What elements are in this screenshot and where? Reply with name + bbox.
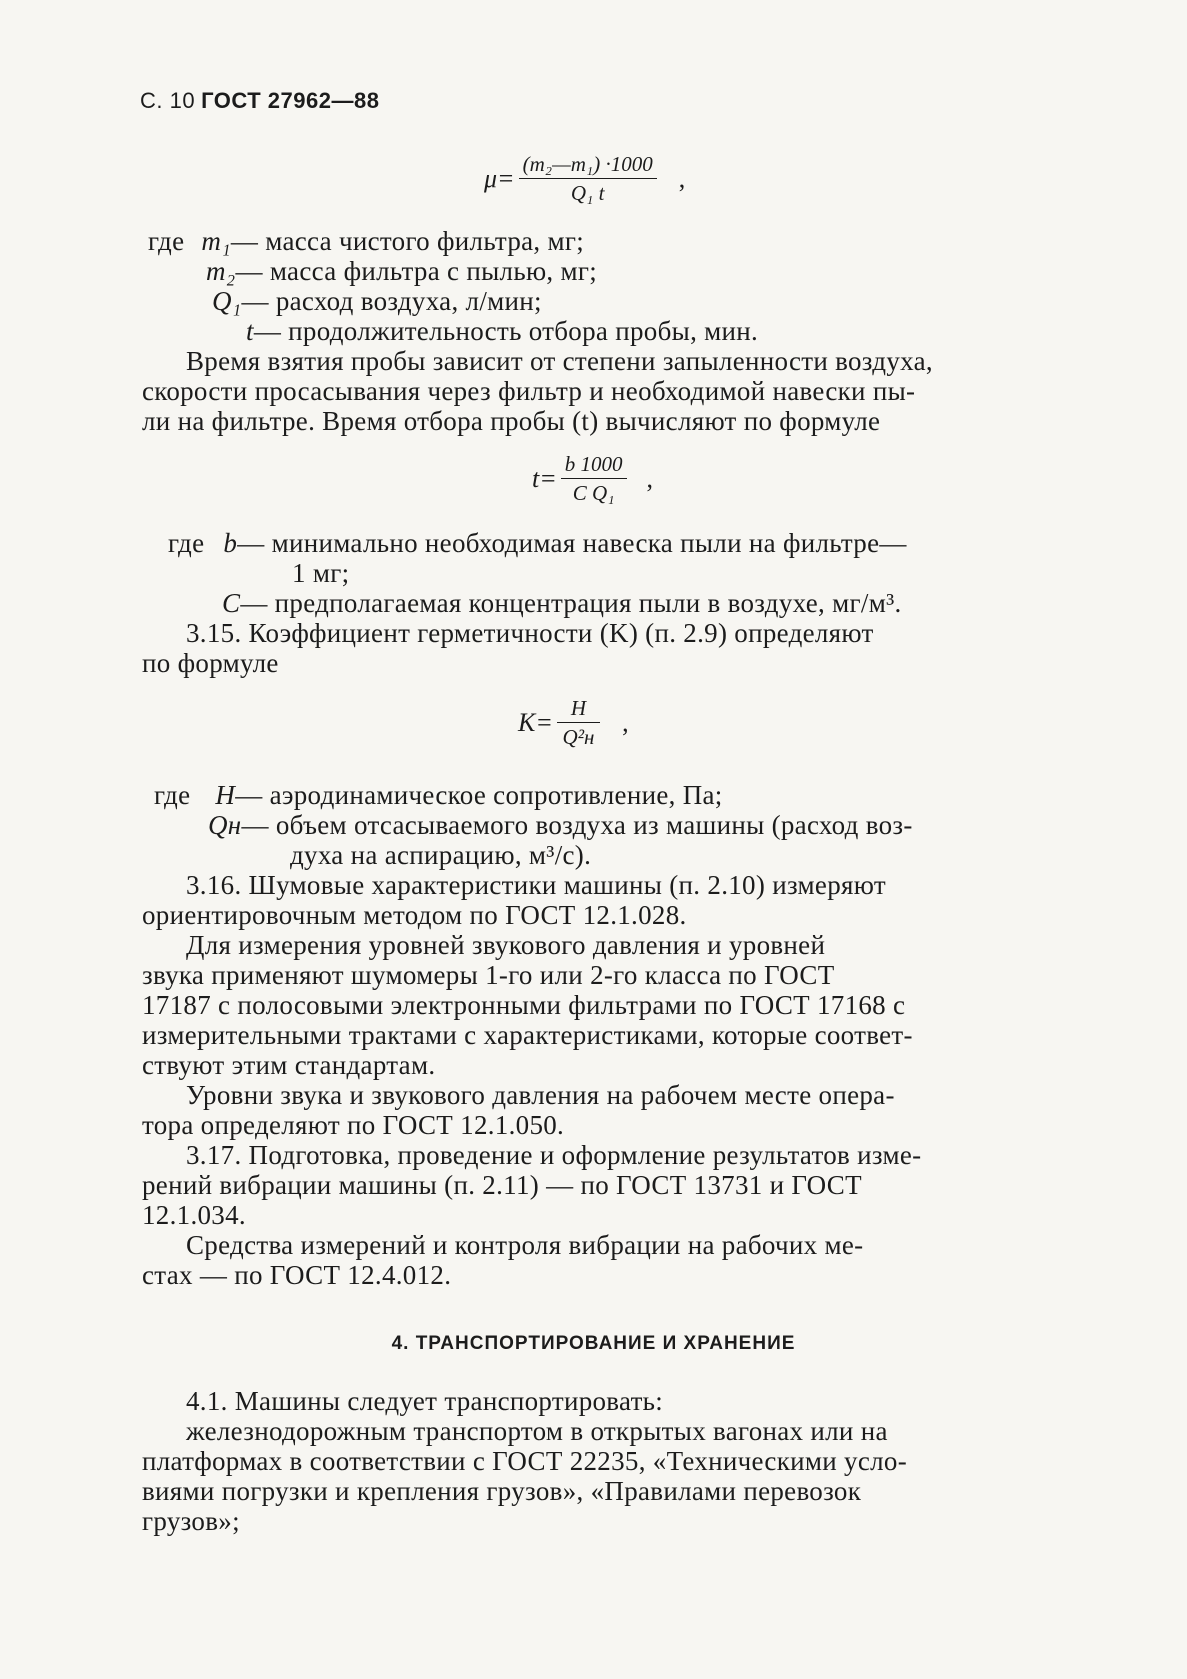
formula-mu-fraction [519, 152, 657, 205]
where1-text-2: — масса фильтра с пылью, мг; [235, 256, 598, 286]
formula-k-lhs: K= [518, 707, 553, 737]
where1-line-1 [148, 226, 584, 256]
paragraph-2-line-3: 17187 с полосовыми электронными фильтрами по ГОСТ 17168 с [142, 990, 906, 1020]
formula-k [518, 696, 629, 749]
rail-line-2: платформах в соответствии с ГОСТ 22235, «Техническими усло- [142, 1446, 907, 1476]
formula-k-numerator: H [557, 696, 600, 723]
where3-cont-2: духа на аспирацию, м³/с). [290, 840, 592, 870]
page-header [140, 88, 379, 114]
where1-line-3 [212, 286, 542, 316]
where2-cont-1: 1 мг; [292, 558, 350, 588]
para-time-line-1 [186, 346, 1077, 376]
paragraph-4-line-1: 3.17. Подготовка, проведение и оформление результатов изме- [186, 1140, 922, 1170]
paragraph-3-line-1: Уровни звука и звукового давления на рабочем месте опера- [186, 1080, 895, 1110]
formula-mu-numerator: (m₂—m₁) ·1000 [519, 152, 657, 179]
where3-sym-1: H [215, 780, 236, 810]
where2-sym-2: C [222, 588, 241, 618]
formula-t [532, 452, 653, 505]
where1-text-4: — продолжительность отбора пробы, мин. [253, 316, 759, 346]
where1-sym-4: t [246, 316, 254, 346]
paragraph-5-line-2: стах — по ГОСТ 12.4.012. [142, 1260, 452, 1290]
where2-text-2: — предполагаемая концентрация пыли в воздухе, мг/м³. [240, 588, 902, 618]
paragraph-1-line-1: 3.16. Шумовые характеристики машины (п. 2.10) измеряют [186, 870, 886, 900]
formula-mu [484, 152, 685, 205]
where1-line-2 [206, 256, 597, 286]
paragraph-2-line-4: измерительными трактами с характеристиками, которые соответ- [142, 1020, 913, 1050]
where3-line-1 [154, 780, 723, 810]
para-time-line-3 [142, 406, 1077, 436]
where1-sym-3: Q₁ [212, 286, 242, 316]
where1-line-4 [246, 316, 758, 346]
formula-t-numerator: b 1000 [561, 452, 627, 479]
paragraph-5-line-1: Средства измерений и контроля вибрации на рабочих ме- [186, 1230, 864, 1260]
paragraph-2-line-2: звука применяют шумомеры 1-го или 2-го класса по ГОСТ [142, 960, 835, 990]
where3-text-2: — объем отсасываемого воздуха из машины (расход воз- [241, 810, 913, 840]
where3-line-2 [208, 810, 913, 840]
rail-line-1: железнодорожным транспортом в открытых вагонах или на [186, 1416, 888, 1446]
formula-mu-comma: , [678, 163, 686, 193]
formula-mu-denominator: Q₁ t [570, 181, 605, 205]
rail-line-3: виями погрузки и крепления грузов», «Правилами перевозок [142, 1476, 862, 1506]
formula-k-fraction [557, 696, 600, 749]
where3-sym-2: Qн [208, 810, 242, 840]
where2-line-1 [168, 528, 907, 558]
where3-text-1: — аэродинамическое сопротивление, Па; [235, 780, 723, 810]
where2-prefix: где [168, 528, 205, 558]
where1-sym-1: m₁ [201, 226, 231, 256]
section-heading: 4. ТРАНСПОРТИРОВАНИЕ И ХРАНЕНИЕ [391, 1333, 796, 1354]
para-315-line-1: 3.15. Коэффициент герметичности (K) (п. 2.9) определяют [186, 618, 874, 648]
formula-mu-lhs: μ= [484, 163, 515, 193]
paragraph-4-line-3: 12.1.034. [142, 1200, 246, 1230]
page-number: С. 10 [140, 88, 196, 113]
para-time-line-2 [142, 376, 1077, 406]
formula-t-fraction [561, 452, 627, 505]
formula-t-denominator: C Q₁ [572, 481, 615, 505]
paragraph-3-line-2: тора определяют по ГОСТ 12.1.050. [142, 1110, 565, 1140]
where1-text-1: — масса чистого фильтра, мг; [230, 226, 585, 256]
paragraph-2-line-5: ствуют этим стандартам. [142, 1050, 436, 1080]
formula-t-comma: , [646, 463, 654, 493]
para-315-line-2: по формуле [142, 648, 279, 678]
formula-k-denominator: Q²н [562, 725, 595, 749]
rail-line-4: грузов»; [142, 1506, 240, 1536]
paragraph-1-line-2: ориентировочным методом по ГОСТ 12.1.028. [142, 900, 687, 930]
paragraph-2-line-1: Для измерения уровней звукового давления и уровней [186, 930, 826, 960]
paragraph-4-line-2: рений вибрации машины (п. 2.11) — по ГОСТ 13731 и ГОСТ [142, 1170, 862, 1200]
where1-prefix: где [148, 226, 185, 256]
where2-line-2 [222, 588, 902, 618]
para-41: 4.1. Машины следует транспортировать: [186, 1386, 664, 1416]
formula-t-lhs: t= [532, 463, 557, 493]
where2-sym-1: b [223, 528, 238, 558]
para-time-text-2: скорости просасывания через фильтр и необходимой навески пы- [142, 376, 916, 406]
where1-sym-2: m₂ [206, 256, 236, 286]
standard-number: ГОСТ 27962—88 [201, 88, 380, 113]
where3-prefix: где [154, 780, 191, 810]
where2-text-1: — минимально необходимая навеска пыли на фильтре— [237, 528, 907, 558]
where1-text-3: — расход воздуха, л/мин; [241, 286, 542, 316]
para-time-text-1: Время взятия пробы зависит от степени запыленности воздуха, [186, 346, 933, 376]
formula-k-comma: , [622, 707, 629, 737]
para-time-text-3: ли на фильтре. Время отбора пробы (t) вычисляют по формуле [142, 406, 881, 436]
